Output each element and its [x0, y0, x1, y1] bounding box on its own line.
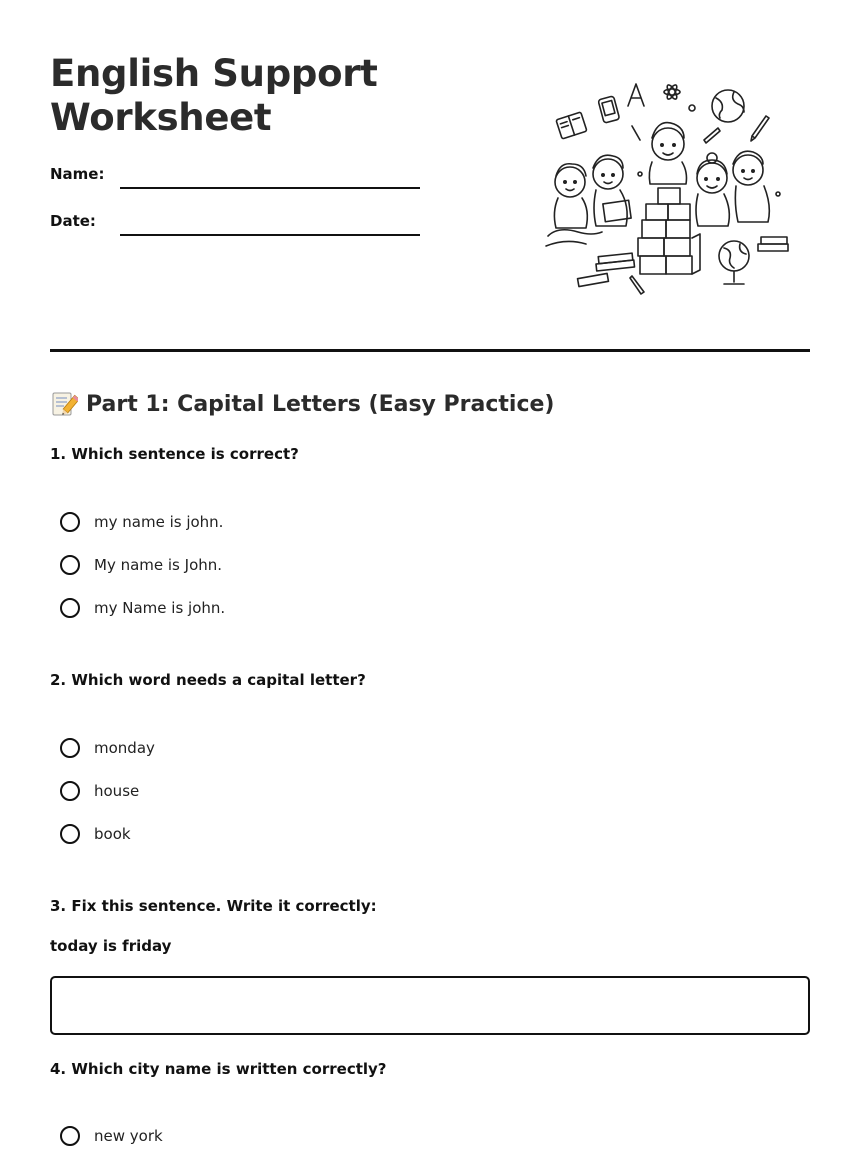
- radio-button[interactable]: [60, 598, 80, 618]
- question-3-answer-box[interactable]: [50, 976, 810, 1035]
- title-line-2: Worksheet: [50, 96, 272, 139]
- question-2-option-3[interactable]: [60, 821, 131, 847]
- radio-button[interactable]: [60, 512, 80, 532]
- radio-button[interactable]: [60, 738, 80, 758]
- radio-button[interactable]: [60, 781, 80, 801]
- header-divider: [50, 349, 810, 352]
- question-3-sentence: today is friday: [50, 937, 172, 955]
- radio-button[interactable]: [60, 1126, 80, 1146]
- question-2-option-2[interactable]: [60, 778, 139, 804]
- option-label: new york: [94, 1127, 163, 1145]
- question-3-prompt: 3. Fix this sentence. Write it correctly:: [50, 897, 377, 915]
- name-field[interactable]: [120, 187, 420, 189]
- question-4-option-1[interactable]: [60, 1123, 163, 1149]
- date-field[interactable]: [120, 234, 420, 236]
- question-1-option-2[interactable]: [60, 552, 222, 578]
- option-label: my Name is john.: [94, 599, 226, 617]
- question-1-prompt: 1. Which sentence is correct?: [50, 445, 299, 463]
- question-3-answer-input[interactable]: [52, 978, 808, 1033]
- part1-title: Part 1: Capital Letters (Easy Practice): [86, 391, 555, 417]
- children-learning-illustration-icon: [540, 78, 796, 300]
- date-label: Date:: [50, 212, 96, 230]
- question-4-prompt: 4. Which city name is written correctly?: [50, 1060, 387, 1078]
- worksheet-title: [50, 52, 378, 140]
- question-2-option-1[interactable]: [60, 735, 155, 761]
- option-label: My name is John.: [94, 556, 223, 574]
- option-label: my name is john.: [94, 513, 224, 531]
- option-label: house: [94, 782, 140, 800]
- name-label: Name:: [50, 165, 105, 183]
- part1-heading: [50, 388, 554, 420]
- memo-pencil-icon: [50, 390, 78, 418]
- title-line-1: English Support: [50, 52, 378, 95]
- option-label: monday: [94, 739, 155, 757]
- option-label: book: [94, 825, 131, 843]
- question-2-prompt: 2. Which word needs a capital letter?: [50, 671, 366, 689]
- radio-button[interactable]: [60, 555, 80, 575]
- question-1-option-3[interactable]: [60, 595, 225, 621]
- radio-button[interactable]: [60, 824, 80, 844]
- question-1-option-1[interactable]: [60, 509, 223, 535]
